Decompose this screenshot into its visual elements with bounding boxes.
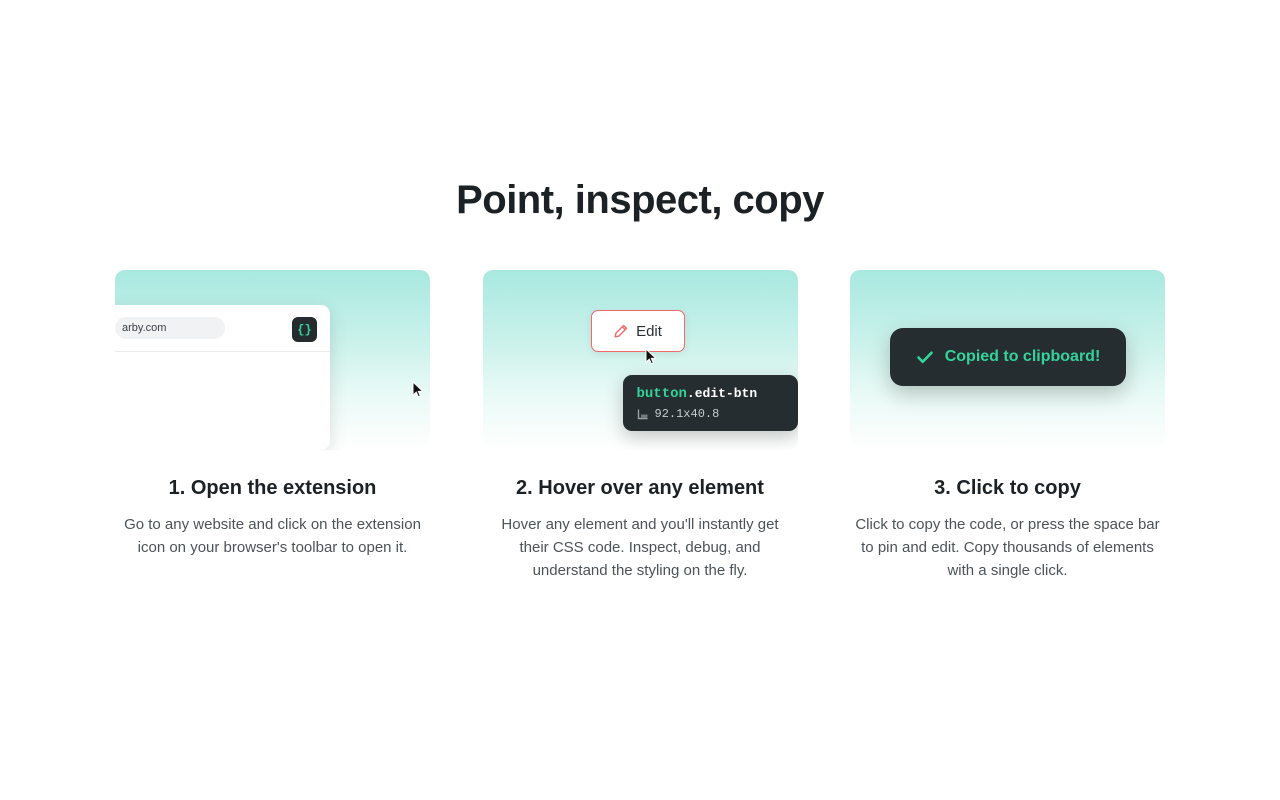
step-3-title: 3. Click to copy: [934, 477, 1081, 499]
address-bar[interactable]: [115, 317, 225, 339]
inspector-tooltip: [623, 375, 798, 431]
copied-toast: [890, 328, 1126, 386]
browser-toolbar: [115, 305, 330, 352]
step-card-hover-element: [483, 270, 798, 582]
steps-container: [115, 270, 1165, 582]
browser-window-mock: [115, 305, 330, 450]
checkmark-icon: [916, 348, 934, 366]
pencil-icon: [613, 324, 628, 339]
inspector-selector: [637, 386, 784, 402]
mouse-cursor-icon: [645, 348, 657, 365]
mouse-cursor-icon: [412, 381, 424, 398]
copied-toast-message: Copied to clipboard!: [944, 348, 1101, 365]
edit-button-mock[interactable]: [591, 310, 685, 352]
step-1-description: Go to any website and click on the extension icon on your browser's toolbar to open it.: [124, 516, 421, 556]
edit-button-label: Edit: [636, 322, 662, 340]
step-2-illustration: [483, 270, 798, 450]
inspector-tag-name: button: [636, 386, 687, 402]
ruler-icon: [637, 408, 649, 420]
extension-icon[interactable]: [292, 317, 317, 342]
page-title: Point, inspect, copy: [456, 178, 824, 222]
address-bar-text: arby.com: [122, 322, 167, 334]
inspector-dimensions-row: [637, 407, 784, 421]
step-3-description: Click to copy the code, or press the space bar to pin and edit. Copy thousands of elements with a single click.: [855, 516, 1160, 579]
step-1-illustration: [115, 270, 430, 450]
step-card-click-to-copy: [850, 270, 1165, 582]
step-2-title: 2. Hover over any element: [516, 477, 764, 499]
inspector-dimensions-text: 92.1x40.8: [654, 407, 720, 421]
extension-icon-glyph: {}: [297, 322, 312, 337]
step-1-title: 1. Open the extension: [168, 477, 377, 499]
step-2-description: Hover any element and you'll instantly get their CSS code. Inspect, debug, and understand the styling on the fly.: [501, 516, 779, 579]
step-3-illustration: [850, 270, 1165, 450]
inspector-class-name: .edit-btn: [686, 386, 758, 401]
step-card-open-extension: [115, 270, 430, 582]
